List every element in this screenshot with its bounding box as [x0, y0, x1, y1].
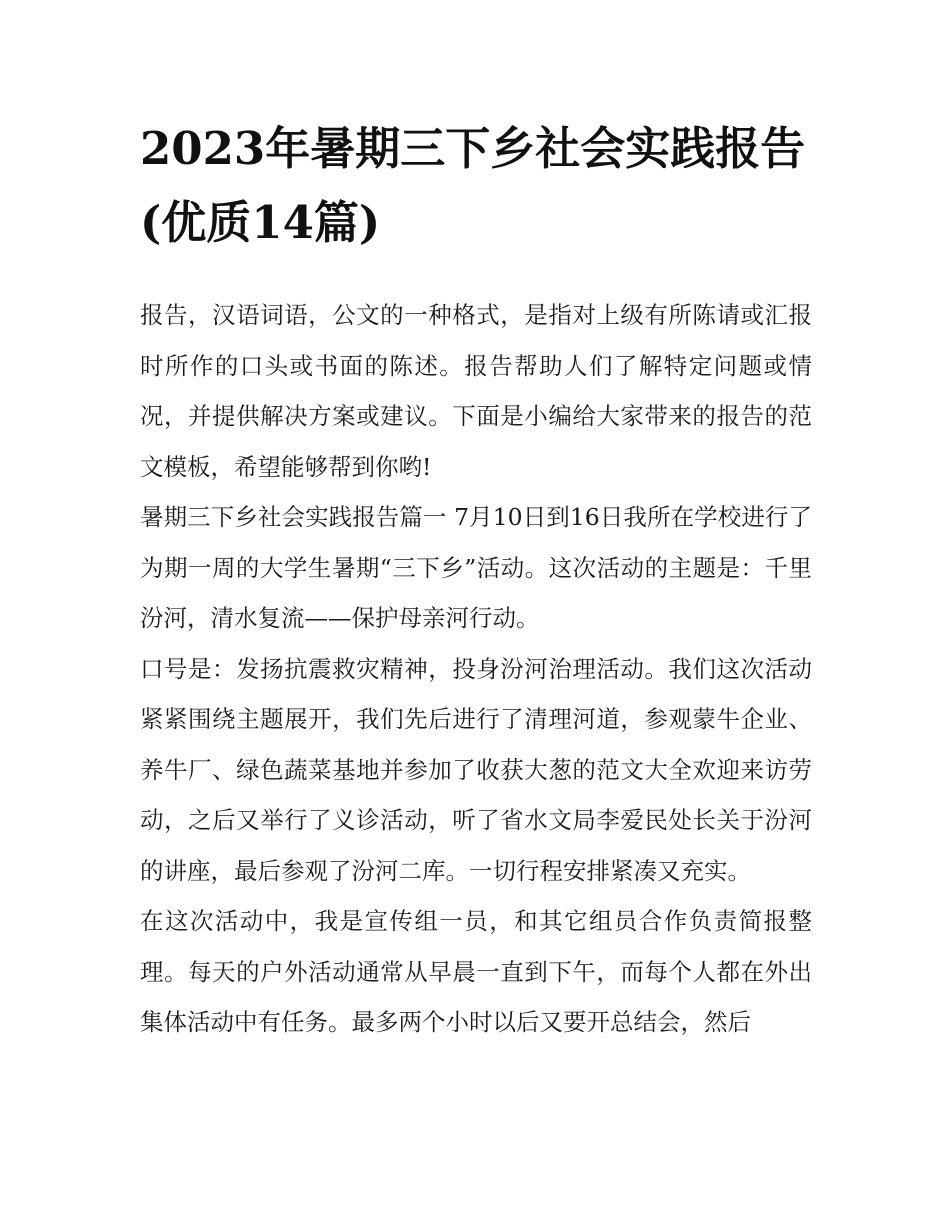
- document-content: [140, 112, 812, 1048]
- document-title: 2023年暑期三下乡社会实践报告(优质14篇): [140, 122, 806, 249]
- paragraph-slogan: 口号是：发扬抗震救灾精神，投身汾河治理活动。我们这次活动紧紧围绕主题展开，我们先后进行了清理河道，参观蒙牛企业、养牛厂、绿色蔬菜基地并参加了收获大葱的范文大全欢迎来访劳动，之后又举行了义诊活动，听了省水文局李爱民处长关于汾河的讲座，最后参观了汾河二库。一切行程安排紧凑又充实。: [140, 654, 812, 885]
- paragraph-intro: 报告，汉语词语，公文的一种格式，是指对上级有所陈请或汇报时所作的口头或书面的陈述。报告帮助人们了解特定问题或情况，并提供解决方案或建议。下面是小编给大家带来的报告的范文模板，希望能够帮到你哟!: [140, 301, 812, 481]
- paragraph-role: 在这次活动中，我是宣传组一员，和其它组员合作负责简报整理。每天的户外活动通常从早晨一直到下午，而每个人都在外出集体活动中有任务。最多两个小时以后又要开总结会，然后: [140, 907, 812, 1036]
- paragraph-report-start: 暑期三下乡社会实践报告篇一 7月10日到16日我所在学校进行了为期一周的大学生暑期“三下乡”活动。这次活动的主题是：千里汾河，清水复流——保护母亲河行动。: [140, 503, 812, 632]
- document-body: [140, 290, 812, 1048]
